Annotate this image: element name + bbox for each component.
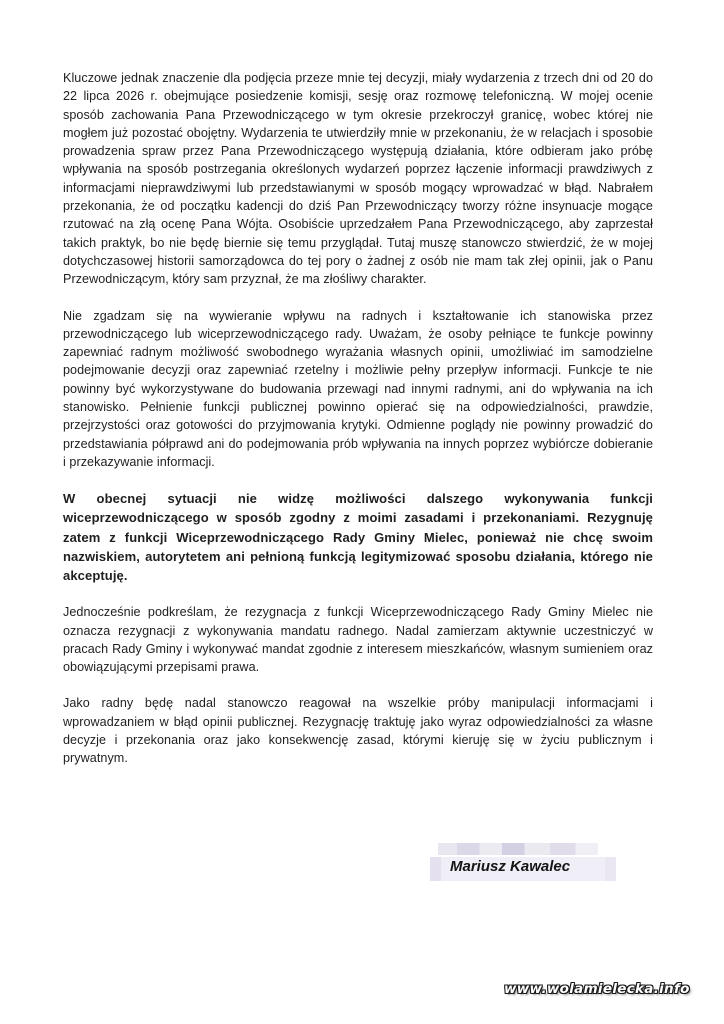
- paragraph-decision-events: Kluczowe jednak znaczenie dla podjęcia przeze mnie tej decyzji, miały wydarzenia z trzech dni od 20 do 22 lipca 2026 r. obejmujące posiedzenie komisji, sesję oraz rozmowę telefoniczną. W mojej ocenie sposób zachowania Pana Przewodniczącego w tym okresie przekroczył granicę, wobec której nie mogłem już pozostać obojętny. Wydarzenia te utwierdziły mnie w przekonaniu, że w relacjach i sposobie prowadzenia spraw przez Pana Przewodniczącego występują działania, które odbieram jako próbę wpływania na sposób postrzegania określonych wydarzeń poprzez łączenie informacji prawdziwych z informacjami nieprawdziwymi lub przedstawianymi w sposób mogący wprowadzać w błąd. Nabrałem przekonania, że od początku kadencji do dziś Pan Przewodniczący tworzy różne insynuacje mogące rzutować na złą ocenę Pana Wójta. Osobiście uprzedzałem Pana Przewodniczącego, aby zaprzestał takich praktyk, bo nie będę biernie się temu przyglądał. Tutaj muszę stanowczo stwierdzić, że w mojej dotychczasowej historii samorządowca do tej pory o żadnej z osób nie mam tak złej opinii, jak o Panu Przewodniczącym, który sam przyznał, że ma złośliwy charakter.: [63, 71, 653, 287]
- paragraph-mandate-continuation: Jednocześnie podkreślam, że rezygnacja z funkcji Wiceprzewodniczącego Rady Gminy Mielec nie oznacza rezygnacji z wykonywania mandatu radnego. Nadal zamierzam aktywnie uczestniczyć w pracach Rady Gminy i wykonywać mandat zgodnie z interesem mieszkańców, własnym sumieniem oraz obowiązującymi przepisami prawa.: [63, 605, 653, 675]
- paragraph-resignation-statement: W obecnej sytuacji nie widzę możliwości dalszego wykonywania funkcji wiceprzewodniczącego w sposób zgodny z moimi zasadami i przekonaniami. Rezygnuję zatem z funkcji Wiceprzewodniczącego Rady Gminy Mielec, ponieważ nie chcę swoim nazwiskiem, autorytetem ani pełnioną funkcją legitymizować sposobu działania, którego nie akceptuję.: [63, 491, 653, 584]
- signature-name: Mariusz Kawalec: [450, 858, 571, 875]
- redacted-signature: [438, 843, 598, 855]
- signature-block: [430, 843, 616, 881]
- paragraph-influence-on-councillors: Nie zgadzam się na wywieranie wpływu na radnych i kształtowanie ich stanowiska przez przewodniczącego lub wiceprzewodniczącego rady. Uważam, że osoby pełniące te funkcje powinny zapewniać radnym możliwość swobodnego wyrażania własnych opinii, umożliwiać im samodzielne podejmowanie decyzji oraz zapewniać rzetelny i możliwie pełny przepływ informacji. Funkcje te nie powinny być wykorzystywane do budowania przewagi nad innymi radnymi, ani do wpływania na ich stanowisko. Pełnienie funkcji publicznej powinno opierać się na odpowiedzialności, prawdzie, przejrzystości oraz gotowości do przyjmowania krytyki. Odmienne poglądy nie powinny prowadzić do przedstawiania półprawd ani do podejmowania prób wpływania na innych poprzez wybiórcze dobieranie i przekazywanie informacji.: [63, 308, 653, 469]
- site-watermark: www.wolamielecka.info: [504, 981, 690, 997]
- paragraph-closing: Jako radny będę nadal stanowczo reagował na wszelkie próby manipulacji informacjami i wprowadzaniem w błąd opinii publicznej. Rezygnację traktuję jako wyraz odpowiedzialności za własne decyzje i przekonania oraz jako konsekwencję zasad, którymi kieruję się w życiu publicznym i prywatnym.: [63, 696, 653, 766]
- letter-body: [63, 69, 653, 786]
